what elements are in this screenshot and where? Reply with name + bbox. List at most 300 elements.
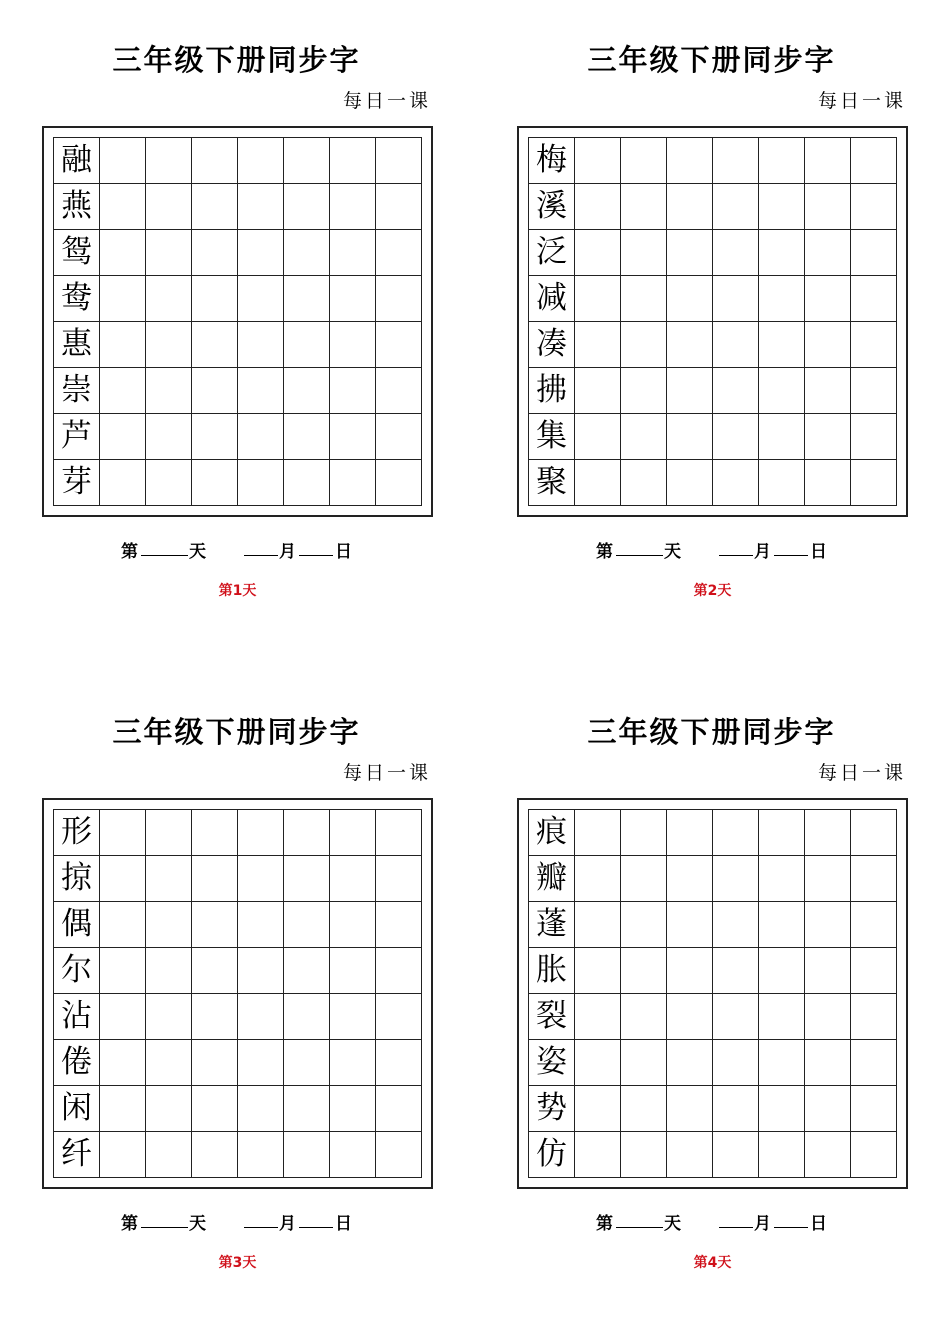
practice-cell[interactable] [376, 138, 422, 184]
practice-cell[interactable] [851, 856, 897, 902]
practice-cell[interactable] [238, 230, 284, 276]
model-character-cell: 鸯 [54, 276, 100, 322]
practice-cell[interactable] [759, 856, 805, 902]
practice-cell[interactable] [621, 1040, 667, 1086]
practice-cell[interactable] [238, 1040, 284, 1086]
worksheet-subtitle: 每日一课 [817, 762, 906, 784]
practice-cell[interactable] [330, 1086, 376, 1132]
practice-cell[interactable] [667, 230, 713, 276]
practice-cell[interactable] [284, 322, 330, 368]
practice-cell[interactable] [575, 948, 621, 994]
practice-cell[interactable] [621, 184, 667, 230]
worksheet-subtitle: 每日一课 [817, 90, 906, 112]
practice-cell[interactable] [851, 994, 897, 1040]
practice-cell[interactable] [667, 902, 713, 948]
practice-cell[interactable] [759, 994, 805, 1040]
practice-cell[interactable] [146, 948, 192, 994]
day-prefix-label: 第 [121, 542, 138, 562]
practice-cell[interactable] [805, 1040, 851, 1086]
practice-cell[interactable] [851, 138, 897, 184]
practice-cell[interactable] [667, 368, 713, 414]
practice-cell[interactable] [667, 1132, 713, 1178]
practice-cell[interactable] [192, 902, 238, 948]
practice-cell[interactable] [376, 368, 422, 414]
practice-cell[interactable] [759, 1132, 805, 1178]
practice-cell[interactable] [192, 1132, 238, 1178]
practice-cell[interactable] [284, 368, 330, 414]
practice-cell[interactable] [284, 810, 330, 856]
practice-cell[interactable] [376, 948, 422, 994]
practice-cell[interactable] [330, 184, 376, 230]
practice-cell[interactable] [575, 460, 621, 506]
day-label: 第2天 [693, 583, 732, 599]
model-character-cell: 纤 [54, 1132, 100, 1178]
practice-cell[interactable] [851, 810, 897, 856]
practice-cell[interactable] [575, 856, 621, 902]
practice-cell[interactable] [759, 810, 805, 856]
practice-cell[interactable] [851, 322, 897, 368]
practice-cell[interactable] [376, 460, 422, 506]
practice-cell[interactable] [284, 276, 330, 322]
practice-cell[interactable] [851, 1040, 897, 1086]
practice-cell[interactable] [805, 368, 851, 414]
practice-cell[interactable] [146, 414, 192, 460]
day-label: 第3天 [218, 1255, 257, 1271]
practice-grid-frame [42, 126, 433, 517]
practice-cell[interactable] [575, 994, 621, 1040]
practice-cell[interactable] [100, 276, 146, 322]
practice-cell[interactable] [146, 994, 192, 1040]
practice-cell[interactable] [713, 902, 759, 948]
model-character-cell: 减 [529, 276, 575, 322]
practice-cell[interactable] [713, 460, 759, 506]
practice-cell[interactable] [575, 184, 621, 230]
practice-cell[interactable] [713, 368, 759, 414]
date-blank[interactable] [774, 1209, 808, 1228]
practice-cell[interactable] [713, 414, 759, 460]
practice-cell[interactable] [146, 230, 192, 276]
model-character-cell: 形 [54, 810, 100, 856]
practice-cell[interactable] [759, 902, 805, 948]
practice-cell[interactable] [330, 1040, 376, 1086]
practice-cell[interactable] [805, 1086, 851, 1132]
practice-cell[interactable] [759, 414, 805, 460]
model-character-cell: 闲 [54, 1086, 100, 1132]
practice-cell[interactable] [713, 184, 759, 230]
practice-cell[interactable] [575, 276, 621, 322]
date-blank[interactable] [299, 537, 333, 556]
practice-cell[interactable] [759, 230, 805, 276]
practice-cell[interactable] [851, 948, 897, 994]
practice-cell[interactable] [575, 138, 621, 184]
practice-cell[interactable] [238, 138, 284, 184]
practice-cell[interactable] [575, 1132, 621, 1178]
practice-cell[interactable] [238, 184, 284, 230]
practice-grid [53, 809, 422, 1178]
model-character-cell: 偶 [54, 902, 100, 948]
practice-cell[interactable] [330, 994, 376, 1040]
practice-cell[interactable] [192, 138, 238, 184]
date-line [475, 1209, 950, 1233]
model-character-cell: 凑 [529, 322, 575, 368]
practice-cell[interactable] [851, 184, 897, 230]
practice-cell[interactable] [667, 810, 713, 856]
practice-cell[interactable] [376, 414, 422, 460]
practice-cell[interactable] [713, 322, 759, 368]
practice-cell[interactable] [192, 948, 238, 994]
practice-cell[interactable] [192, 322, 238, 368]
practice-grid [53, 137, 422, 506]
month-blank[interactable] [719, 537, 753, 556]
practice-cell[interactable] [146, 856, 192, 902]
practice-cell[interactable] [330, 368, 376, 414]
practice-cell[interactable] [759, 460, 805, 506]
practice-cell[interactable] [851, 902, 897, 948]
practice-cell[interactable] [238, 460, 284, 506]
practice-cell[interactable] [621, 810, 667, 856]
day-number-blank[interactable] [616, 537, 663, 556]
practice-cell[interactable] [192, 230, 238, 276]
month-blank[interactable] [719, 1209, 753, 1228]
practice-cell[interactable] [621, 230, 667, 276]
practice-cell[interactable] [575, 1086, 621, 1132]
date-line [0, 1209, 475, 1233]
worksheet-subtitle: 每日一课 [342, 90, 431, 112]
practice-cell[interactable] [575, 322, 621, 368]
practice-cell[interactable] [713, 810, 759, 856]
practice-cell[interactable] [146, 276, 192, 322]
practice-cell[interactable] [621, 948, 667, 994]
practice-cell[interactable] [621, 994, 667, 1040]
practice-cell[interactable] [805, 856, 851, 902]
practice-cell[interactable] [376, 1132, 422, 1178]
practice-cell[interactable] [100, 1040, 146, 1086]
day-suffix-label: 天 [664, 542, 681, 562]
practice-cell[interactable] [805, 184, 851, 230]
practice-cell[interactable] [376, 902, 422, 948]
practice-cell[interactable] [805, 276, 851, 322]
worksheet-2 [475, 0, 950, 672]
practice-cell[interactable] [284, 460, 330, 506]
model-character-cell: 溪 [529, 184, 575, 230]
practice-cell[interactable] [376, 994, 422, 1040]
practice-cell[interactable] [284, 1086, 330, 1132]
day-suffix-label: 天 [189, 542, 206, 562]
practice-cell[interactable] [146, 368, 192, 414]
practice-cell[interactable] [284, 948, 330, 994]
practice-cell[interactable] [376, 810, 422, 856]
practice-cell[interactable] [621, 322, 667, 368]
practice-cell[interactable] [621, 460, 667, 506]
model-character-cell: 集 [529, 414, 575, 460]
practice-cell[interactable] [759, 948, 805, 994]
practice-cell[interactable] [759, 1040, 805, 1086]
practice-cell[interactable] [146, 322, 192, 368]
worksheet-title: 三年级下册同步字 [112, 43, 361, 77]
practice-cell[interactable] [667, 138, 713, 184]
day-number-blank[interactable] [616, 1209, 663, 1228]
practice-cell[interactable] [238, 1132, 284, 1178]
day-number-blank[interactable] [141, 1209, 188, 1228]
practice-cell[interactable] [667, 948, 713, 994]
practice-cell[interactable] [100, 948, 146, 994]
practice-cell[interactable] [146, 810, 192, 856]
practice-cell[interactable] [376, 856, 422, 902]
practice-cell[interactable] [284, 1040, 330, 1086]
practice-cell[interactable] [713, 1040, 759, 1086]
practice-cell[interactable] [330, 230, 376, 276]
date-label: 日 [810, 542, 827, 562]
practice-cell[interactable] [238, 276, 284, 322]
practice-cell[interactable] [146, 1040, 192, 1086]
practice-cell[interactable] [100, 322, 146, 368]
model-character-cell: 聚 [529, 460, 575, 506]
practice-cell[interactable] [621, 414, 667, 460]
practice-cell[interactable] [759, 1086, 805, 1132]
practice-cell[interactable] [100, 138, 146, 184]
practice-cell[interactable] [713, 948, 759, 994]
practice-cell[interactable] [238, 368, 284, 414]
month-label: 月 [754, 542, 771, 562]
practice-cell[interactable] [575, 230, 621, 276]
practice-cell[interactable] [100, 994, 146, 1040]
practice-grid [528, 809, 897, 1178]
practice-cell[interactable] [805, 948, 851, 994]
model-character-cell: 势 [529, 1086, 575, 1132]
practice-cell[interactable] [100, 460, 146, 506]
practice-cell[interactable] [284, 856, 330, 902]
practice-cell[interactable] [713, 1132, 759, 1178]
practice-cell[interactable] [575, 368, 621, 414]
practice-cell[interactable] [146, 1132, 192, 1178]
practice-cell[interactable] [713, 994, 759, 1040]
month-blank[interactable] [244, 537, 278, 556]
practice-grid-frame [42, 798, 433, 1189]
practice-cell[interactable] [805, 810, 851, 856]
practice-cell[interactable] [759, 138, 805, 184]
practice-cell[interactable] [192, 810, 238, 856]
practice-cell[interactable] [376, 276, 422, 322]
practice-cell[interactable] [667, 856, 713, 902]
practice-cell[interactable] [238, 902, 284, 948]
month-label: 月 [279, 542, 296, 562]
model-character-cell: 掠 [54, 856, 100, 902]
date-label: 日 [335, 542, 352, 562]
practice-cell[interactable] [192, 414, 238, 460]
practice-cell[interactable] [284, 184, 330, 230]
day-label: 第4天 [693, 1255, 732, 1271]
practice-cell[interactable] [667, 1086, 713, 1132]
practice-cell[interactable] [667, 994, 713, 1040]
day-number-blank[interactable] [141, 537, 188, 556]
model-character-cell: 梅 [529, 138, 575, 184]
practice-cell[interactable] [330, 414, 376, 460]
model-character-cell: 姿 [529, 1040, 575, 1086]
practice-cell[interactable] [621, 902, 667, 948]
practice-cell[interactable] [192, 1086, 238, 1132]
practice-cell[interactable] [330, 810, 376, 856]
model-character-cell: 芦 [54, 414, 100, 460]
practice-cell[interactable] [330, 948, 376, 994]
model-character-cell: 裂 [529, 994, 575, 1040]
practice-cell[interactable] [713, 856, 759, 902]
practice-cell[interactable] [621, 1132, 667, 1178]
practice-grid [528, 137, 897, 506]
practice-cell[interactable] [805, 230, 851, 276]
practice-cell[interactable] [713, 230, 759, 276]
practice-cell[interactable] [851, 1132, 897, 1178]
practice-cell[interactable] [851, 368, 897, 414]
practice-cell[interactable] [667, 1040, 713, 1086]
practice-cell[interactable] [805, 414, 851, 460]
model-character-cell: 倦 [54, 1040, 100, 1086]
practice-cell[interactable] [805, 902, 851, 948]
model-character-cell: 拂 [529, 368, 575, 414]
practice-grid-frame [517, 126, 908, 517]
practice-cell[interactable] [805, 1132, 851, 1178]
practice-cell[interactable] [575, 414, 621, 460]
practice-cell[interactable] [192, 856, 238, 902]
model-character-cell: 泛 [529, 230, 575, 276]
model-character-cell: 燕 [54, 184, 100, 230]
practice-cell[interactable] [667, 276, 713, 322]
practice-cell[interactable] [805, 460, 851, 506]
practice-cell[interactable] [759, 322, 805, 368]
practice-cell[interactable] [100, 1086, 146, 1132]
practice-cell[interactable] [330, 460, 376, 506]
model-character-cell: 尔 [54, 948, 100, 994]
practice-cell[interactable] [759, 184, 805, 230]
practice-cell[interactable] [376, 230, 422, 276]
day-prefix-label: 第 [596, 1214, 613, 1234]
practice-cell[interactable] [146, 1086, 192, 1132]
model-character-cell: 沾 [54, 994, 100, 1040]
practice-grid-frame [517, 798, 908, 1189]
practice-cell[interactable] [851, 1086, 897, 1132]
model-character-cell: 芽 [54, 460, 100, 506]
practice-cell[interactable] [713, 138, 759, 184]
practice-cell[interactable] [805, 994, 851, 1040]
model-character-cell: 惠 [54, 322, 100, 368]
practice-cell[interactable] [238, 322, 284, 368]
practice-cell[interactable] [100, 856, 146, 902]
practice-cell[interactable] [575, 810, 621, 856]
practice-cell[interactable] [238, 856, 284, 902]
practice-cell[interactable] [376, 1086, 422, 1132]
practice-cell[interactable] [851, 230, 897, 276]
practice-cell[interactable] [330, 322, 376, 368]
practice-cell[interactable] [192, 994, 238, 1040]
model-character-cell: 鸳 [54, 230, 100, 276]
practice-cell[interactable] [376, 322, 422, 368]
practice-cell[interactable] [146, 460, 192, 506]
practice-cell[interactable] [376, 184, 422, 230]
model-character-cell: 痕 [529, 810, 575, 856]
practice-cell[interactable] [330, 1132, 376, 1178]
practice-cell[interactable] [713, 1086, 759, 1132]
practice-cell[interactable] [621, 368, 667, 414]
practice-cell[interactable] [805, 322, 851, 368]
practice-cell[interactable] [667, 414, 713, 460]
practice-cell[interactable] [759, 368, 805, 414]
date-line [0, 537, 475, 561]
worksheet-title: 三年级下册同步字 [587, 43, 836, 77]
practice-cell[interactable] [621, 138, 667, 184]
month-label: 月 [754, 1214, 771, 1234]
practice-cell[interactable] [284, 230, 330, 276]
practice-cell[interactable] [146, 902, 192, 948]
practice-cell[interactable] [621, 856, 667, 902]
practice-cell[interactable] [805, 138, 851, 184]
practice-cell[interactable] [851, 414, 897, 460]
date-label: 日 [335, 1214, 352, 1234]
practice-cell[interactable] [284, 994, 330, 1040]
date-blank[interactable] [774, 537, 808, 556]
practice-cell[interactable] [238, 948, 284, 994]
practice-cell[interactable] [713, 276, 759, 322]
practice-cell[interactable] [238, 414, 284, 460]
practice-cell[interactable] [100, 1132, 146, 1178]
practice-cell[interactable] [284, 138, 330, 184]
practice-cell[interactable] [100, 414, 146, 460]
practice-cell[interactable] [100, 902, 146, 948]
practice-cell[interactable] [621, 276, 667, 322]
practice-cell[interactable] [759, 276, 805, 322]
practice-cell[interactable] [238, 810, 284, 856]
practice-cell[interactable] [851, 460, 897, 506]
worksheet-title: 三年级下册同步字 [112, 715, 361, 749]
practice-cell[interactable] [192, 368, 238, 414]
practice-cell[interactable] [284, 414, 330, 460]
practice-cell[interactable] [330, 276, 376, 322]
date-blank[interactable] [299, 1209, 333, 1228]
model-character-cell: 融 [54, 138, 100, 184]
practice-cell[interactable] [330, 138, 376, 184]
practice-cell[interactable] [100, 230, 146, 276]
practice-cell[interactable] [330, 902, 376, 948]
practice-cell[interactable] [146, 138, 192, 184]
month-blank[interactable] [244, 1209, 278, 1228]
day-prefix-label: 第 [596, 542, 613, 562]
practice-cell[interactable] [667, 460, 713, 506]
practice-cell[interactable] [621, 1086, 667, 1132]
practice-cell[interactable] [192, 276, 238, 322]
practice-cell[interactable] [667, 322, 713, 368]
practice-cell[interactable] [575, 902, 621, 948]
worksheet-1 [0, 0, 475, 672]
practice-cell[interactable] [238, 1086, 284, 1132]
practice-cell[interactable] [851, 276, 897, 322]
practice-cell[interactable] [100, 368, 146, 414]
practice-cell[interactable] [100, 810, 146, 856]
practice-cell[interactable] [192, 184, 238, 230]
practice-cell[interactable] [284, 902, 330, 948]
practice-cell[interactable] [667, 184, 713, 230]
practice-cell[interactable] [284, 1132, 330, 1178]
practice-cell[interactable] [238, 994, 284, 1040]
practice-cell[interactable] [192, 460, 238, 506]
model-character-cell: 胀 [529, 948, 575, 994]
practice-cell[interactable] [376, 1040, 422, 1086]
practice-cell[interactable] [192, 1040, 238, 1086]
worksheet-title: 三年级下册同步字 [587, 715, 836, 749]
date-label: 日 [810, 1214, 827, 1234]
practice-cell[interactable] [100, 184, 146, 230]
practice-cell[interactable] [146, 184, 192, 230]
practice-cell[interactable] [330, 856, 376, 902]
model-character-cell: 瓣 [529, 856, 575, 902]
practice-cell[interactable] [575, 1040, 621, 1086]
